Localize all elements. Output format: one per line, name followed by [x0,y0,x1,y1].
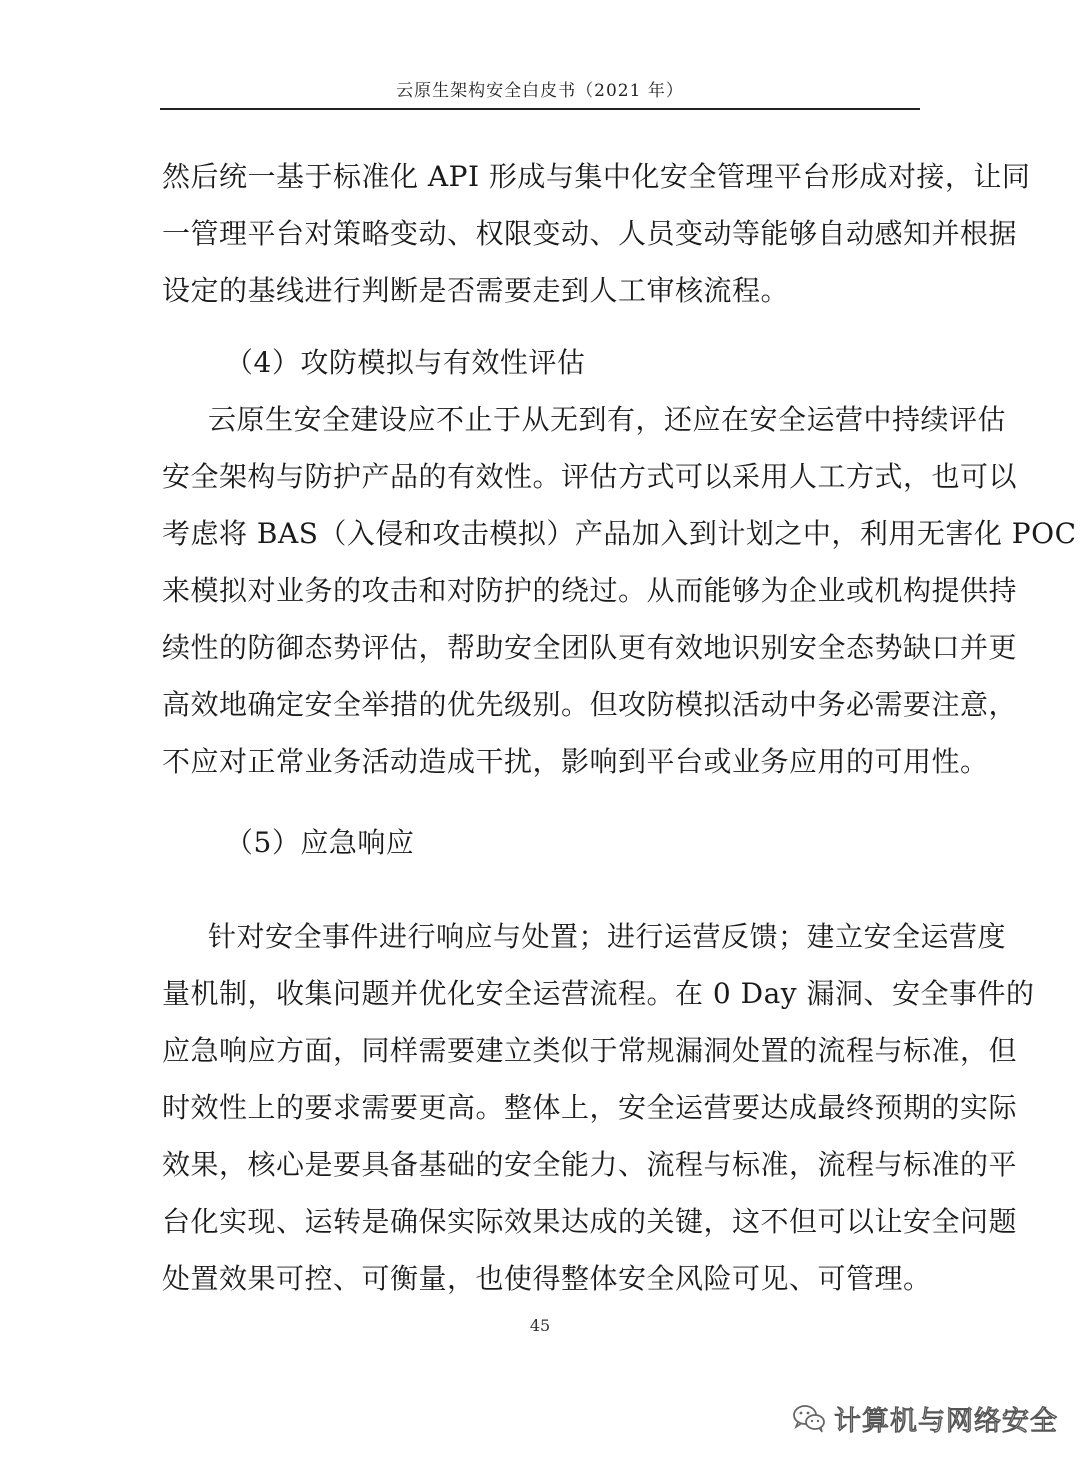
paragraph-line: 然后统一基于标准化 API 形成与集中化安全管理平台形成对接，让同 [162,160,1031,193]
paragraph-line: 一管理平台对策略变动、权限变动、人员变动等能够自动感知并根据 [162,217,1018,250]
paragraph-line: 量机制，收集问题并优化安全运营流程。在 0 Day 漏洞、安全事件的 [162,977,1035,1010]
paragraph-line: 时效性上的要求需要更高。整体上，安全运营要达成最终预期的实际 [162,1091,1018,1124]
page-number: 45 [529,1316,551,1335]
wechat-icon [792,1403,826,1433]
paragraph-line: 设定的基线进行判断是否需要走到人工审核流程。 [162,274,790,307]
paragraph-line: 来模拟对业务的攻击和对防护的绕过。从而能够为企业或机构提供持 [162,574,1018,607]
paragraph-line: 安全架构与防护产品的有效性。评估方式可以采用人工方式，也可以 [162,460,1018,493]
watermark [792,1398,1058,1438]
paragraph-line: 处置效果可控、可衡量，也使得整体安全风险可见、可管理。 [162,1262,932,1295]
paragraph-line: 不应对正常业务活动造成干扰，影响到平台或业务应用的可用性。 [162,745,989,778]
paragraph-line: 高效地确定安全举措的优先级别。但攻防模拟活动中务必需要注意， [162,688,1018,721]
header-rule [160,108,920,110]
paragraph-line: 应急响应方面，同样需要建立类似于常规漏洞处置的流程与标准，但 [162,1034,1018,1067]
paragraph-line: 云原生安全建设应不止于从无到有，还应在安全运营中持续评估 [208,403,1007,436]
section-heading: （5）应急响应 [225,826,415,859]
paragraph-line: 针对安全事件进行响应与处置；进行运营反馈；建立安全运营度 [208,920,1007,953]
section-heading: （4）攻防模拟与有效性评估 [225,346,586,379]
document-header-title: 云原生架构安全白皮书（2021 年） [396,81,684,101]
paragraph-line: 效果，核心是要具备基础的安全能力、流程与标准，流程与标准的平 [162,1148,1018,1181]
paragraph-line: 台化实现、运转是确保实际效果达成的关键，这不但可以让安全问题 [162,1205,1018,1238]
watermark-text: 计算机与网络安全 [834,1405,1058,1437]
paragraph-line: 考虑将 BAS（入侵和攻击模拟）产品加入到计划之中，利用无害化 POC [162,517,1077,550]
paragraph-line: 续性的防御态势评估，帮助安全团队更有效地识别安全态势缺口并更 [162,631,1018,664]
